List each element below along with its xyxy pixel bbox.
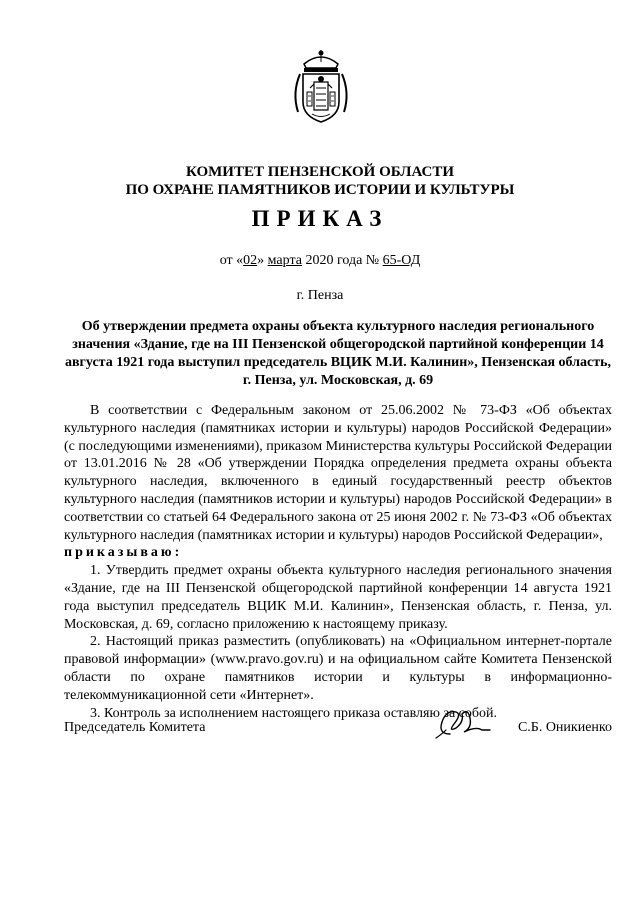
document-dateline [0, 253, 640, 269]
document-body [64, 402, 612, 722]
order-word: приказываю: [64, 545, 183, 561]
document-city: г. Пенза [296, 288, 344, 303]
date-day: 02 [243, 253, 258, 268]
handwritten-signature [432, 704, 498, 742]
document-number: 65-ОД [382, 253, 421, 268]
date-separator: » [257, 253, 268, 268]
order-item-2: 2. Настоящий приказ разместить (опубликовать) на «Официальном интернет-портале правовой информации» (www.pravo.gov.ru) и на официальном сайте Комитета Пензенской области по охране памятников истории и культуры в информационно-телекоммуникационной сети «Интернет». [64, 634, 612, 703]
preamble-paragraph: В соответствии с Федеральным законом от 25.06.2002 № 73-ФЗ «Об объектах культурного наследия (памятниках истории и культуры) народов Российской Федерации» (с последующими изменениями), приказом Министерства культуры Российской Федерации от 13.01.2016 № 28 «Об утверждении Порядка определения предмета охраны объекта культурного наследия, включенного в единый государственный реестр объектов культурного наследия (памятников истории и культуры) народов Российской Федерации» в соответствии со статьей 64 Федерального закона от 25 июня 2002 г. № 73-ФЗ «Об объектах культурного наследия (памятниках истории и культуры) народов Российской Федерации», [64, 403, 612, 543]
order-item-3: 3. Контроль за исполнением настоящего приказа оставляю за собой. [90, 705, 498, 721]
document-subject: Об утверждении предмета охраны объекта культурного наследия регионального значения «Здание, где на III Пензенской общегородской партийной конференции 14 августа 1921 года выступил председатель ВЦИК М.И. Калинин», Пензенская область, г. Пенза, ул. Московская, д. 69 [64, 319, 612, 388]
document-title: ПРИКАЗ [251, 206, 389, 231]
order-item-1: 1. Утвердить предмет охраны объекта культурного наследия регионального значения «Здание, где на III Пензенской общегородской партийной конференции 14 августа 1921 года выступил председатель ВЦИК М.И. Калинин», Пензенская область, г. Пенза, ул. Московская, д. 69, согласно приложению к настоящему приказу. [64, 563, 612, 632]
date-year-label: 2020 года № [301, 253, 383, 268]
date-prefix: от « [219, 253, 244, 268]
signatory-name: С.Б. Оникиенко [517, 720, 612, 735]
date-month: марта [267, 253, 302, 268]
signatory-position: Председатель Комитета [64, 720, 206, 735]
organization-name-line1: КОМИТЕТ ПЕНЗЕНСКОЙ ОБЛАСТИ [185, 164, 455, 180]
coat-of-arms-icon [290, 48, 352, 126]
organization-name-line2: ПО ОХРАНЕ ПАМЯТНИКОВ ИСТОРИИ И КУЛЬТУРЫ [125, 182, 515, 198]
